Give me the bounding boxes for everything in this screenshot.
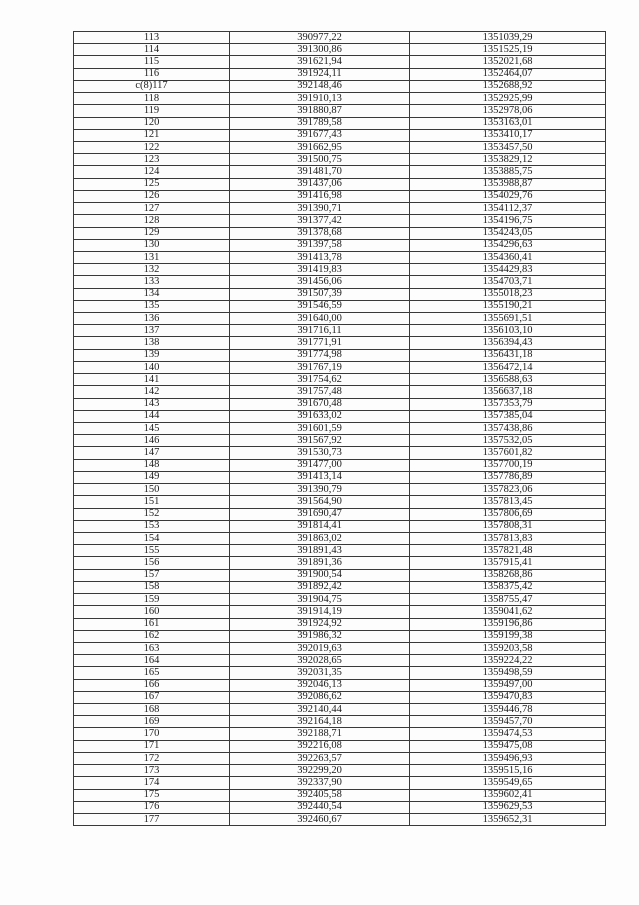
point-number-cell: 143: [74, 398, 230, 410]
y-coordinate-cell: 1358375,42: [410, 581, 606, 593]
table-row: [74, 594, 606, 606]
x-coordinate-cell: 392188,71: [230, 728, 410, 740]
y-coordinate-cell: 1357786,89: [410, 471, 606, 483]
x-coordinate-cell: 392164,18: [230, 716, 410, 728]
point-number-cell: 162: [74, 630, 230, 642]
point-number-cell: 152: [74, 508, 230, 520]
y-coordinate-cell: 1354196,75: [410, 215, 606, 227]
x-coordinate-cell: 392337,90: [230, 777, 410, 789]
table-row: [74, 374, 606, 386]
y-coordinate-cell: 1355018,23: [410, 288, 606, 300]
x-coordinate-cell: 391904,75: [230, 594, 410, 606]
y-coordinate-cell: 1357532,05: [410, 435, 606, 447]
table-row: [74, 814, 606, 826]
y-coordinate-cell: 1359041,62: [410, 606, 606, 618]
coordinates-table: [73, 31, 606, 826]
point-number-cell: 125: [74, 178, 230, 190]
point-number-cell: 133: [74, 276, 230, 288]
x-coordinate-cell: 391567,92: [230, 435, 410, 447]
y-coordinate-cell: 1352978,06: [410, 105, 606, 117]
y-coordinate-cell: 1353163,01: [410, 117, 606, 129]
y-coordinate-cell: 1354429,83: [410, 264, 606, 276]
table-row: [74, 484, 606, 496]
x-coordinate-cell: 392046,13: [230, 679, 410, 691]
table-row: [74, 606, 606, 618]
x-coordinate-cell: 392216,08: [230, 740, 410, 752]
point-number-cell: 114: [74, 44, 230, 56]
y-coordinate-cell: 1358755,47: [410, 594, 606, 606]
table-row: [74, 93, 606, 105]
point-number-cell: 145: [74, 423, 230, 435]
x-coordinate-cell: 391910,13: [230, 93, 410, 105]
point-number-cell: 169: [74, 716, 230, 728]
x-coordinate-cell: 391986,32: [230, 630, 410, 642]
point-number-cell: 164: [74, 655, 230, 667]
point-number-cell: 115: [74, 56, 230, 68]
x-coordinate-cell: 391891,36: [230, 557, 410, 569]
y-coordinate-cell: 1359497,00: [410, 679, 606, 691]
table-row: [74, 435, 606, 447]
point-number-cell: 148: [74, 459, 230, 471]
y-coordinate-cell: 1359498,59: [410, 667, 606, 679]
y-coordinate-cell: 1354360,41: [410, 251, 606, 263]
y-coordinate-cell: 1357700,19: [410, 459, 606, 471]
point-number-cell: 154: [74, 532, 230, 544]
point-number-cell: 173: [74, 765, 230, 777]
point-number-cell: 146: [74, 435, 230, 447]
y-coordinate-cell: 1357821,48: [410, 545, 606, 557]
point-number-cell: 130: [74, 239, 230, 251]
x-coordinate-cell: 391892,42: [230, 581, 410, 593]
y-coordinate-cell: 1356588,63: [410, 374, 606, 386]
table-row: [74, 447, 606, 459]
point-number-cell: 160: [74, 606, 230, 618]
table-row: [74, 667, 606, 679]
x-coordinate-cell: 391774,98: [230, 349, 410, 361]
y-coordinate-cell: 1359457,70: [410, 716, 606, 728]
y-coordinate-cell: 1357915,41: [410, 557, 606, 569]
y-coordinate-cell: 1359470,83: [410, 691, 606, 703]
table-row: [74, 398, 606, 410]
table-row: [74, 129, 606, 141]
point-number-cell: 163: [74, 642, 230, 654]
point-number-cell: 138: [74, 337, 230, 349]
table-row: [74, 251, 606, 263]
table-row: [74, 459, 606, 471]
point-number-cell: 139: [74, 349, 230, 361]
point-number-cell: 141: [74, 374, 230, 386]
table-row: [74, 141, 606, 153]
x-coordinate-cell: 392028,65: [230, 655, 410, 667]
y-coordinate-cell: 1354112,37: [410, 203, 606, 215]
table-row: [74, 288, 606, 300]
x-coordinate-cell: 391754,62: [230, 374, 410, 386]
table-row: [74, 728, 606, 740]
x-coordinate-cell: 391300,86: [230, 44, 410, 56]
point-number-cell: 113: [74, 32, 230, 44]
table-row: [74, 777, 606, 789]
x-coordinate-cell: 391814,41: [230, 520, 410, 532]
point-number-cell: 147: [74, 447, 230, 459]
y-coordinate-cell: 1353988,87: [410, 178, 606, 190]
y-coordinate-cell: 1354296,63: [410, 239, 606, 251]
point-number-cell: 171: [74, 740, 230, 752]
x-coordinate-cell: 391416,98: [230, 190, 410, 202]
y-coordinate-cell: 1352021,68: [410, 56, 606, 68]
x-coordinate-cell: 392405,58: [230, 789, 410, 801]
table-row: [74, 300, 606, 312]
table-row: [74, 56, 606, 68]
table-row: [74, 154, 606, 166]
x-coordinate-cell: 391863,02: [230, 532, 410, 544]
x-coordinate-cell: 392019,63: [230, 642, 410, 654]
x-coordinate-cell: 391670,48: [230, 398, 410, 410]
table-row: [74, 569, 606, 581]
point-number-cell: 176: [74, 801, 230, 813]
table-row: [74, 80, 606, 92]
point-number-cell: 175: [74, 789, 230, 801]
point-number-cell: 134: [74, 288, 230, 300]
x-coordinate-cell: 392140,44: [230, 704, 410, 716]
y-coordinate-cell: 1355190,21: [410, 300, 606, 312]
x-coordinate-cell: 392148,46: [230, 80, 410, 92]
x-coordinate-cell: 391601,59: [230, 423, 410, 435]
x-coordinate-cell: 391413,78: [230, 251, 410, 263]
y-coordinate-cell: 1358268,86: [410, 569, 606, 581]
y-coordinate-cell: 1359515,16: [410, 765, 606, 777]
y-coordinate-cell: 1353829,12: [410, 154, 606, 166]
table-row: [74, 215, 606, 227]
point-number-cell: 165: [74, 667, 230, 679]
table-row: [74, 117, 606, 129]
x-coordinate-cell: 391690,47: [230, 508, 410, 520]
x-coordinate-cell: 391924,11: [230, 68, 410, 80]
x-coordinate-cell: 392263,57: [230, 752, 410, 764]
y-coordinate-cell: 1357813,45: [410, 496, 606, 508]
y-coordinate-cell: 1357438,86: [410, 423, 606, 435]
x-coordinate-cell: 391771,91: [230, 337, 410, 349]
y-coordinate-cell: 1359224,22: [410, 655, 606, 667]
table-row: [74, 740, 606, 752]
table-row: [74, 618, 606, 630]
x-coordinate-cell: 391390,79: [230, 484, 410, 496]
y-coordinate-cell: 1359652,31: [410, 814, 606, 826]
x-coordinate-cell: 392031,35: [230, 667, 410, 679]
table-row: [74, 361, 606, 373]
point-number-cell: 136: [74, 313, 230, 325]
x-coordinate-cell: 391507,39: [230, 288, 410, 300]
table-row: [74, 496, 606, 508]
point-number-cell: 124: [74, 166, 230, 178]
point-number-cell: 174: [74, 777, 230, 789]
point-number-cell: 166: [74, 679, 230, 691]
y-coordinate-cell: 1355691,51: [410, 313, 606, 325]
x-coordinate-cell: 392086,62: [230, 691, 410, 703]
y-coordinate-cell: 1356472,14: [410, 361, 606, 373]
table-row: [74, 508, 606, 520]
y-coordinate-cell: 1359475,08: [410, 740, 606, 752]
table-row: [74, 423, 606, 435]
point-number-cell: 126: [74, 190, 230, 202]
point-number-cell: 135: [74, 300, 230, 312]
point-number-cell: 157: [74, 569, 230, 581]
point-number-cell: 170: [74, 728, 230, 740]
x-coordinate-cell: 391477,00: [230, 459, 410, 471]
y-coordinate-cell: 1356394,43: [410, 337, 606, 349]
x-coordinate-cell: 391891,43: [230, 545, 410, 557]
x-coordinate-cell: 390977,22: [230, 32, 410, 44]
table-row: [74, 68, 606, 80]
y-coordinate-cell: 1354703,71: [410, 276, 606, 288]
table-row: [74, 557, 606, 569]
y-coordinate-cell: 1359203,58: [410, 642, 606, 654]
y-coordinate-cell: 1356103,10: [410, 325, 606, 337]
y-coordinate-cell: 1351039,29: [410, 32, 606, 44]
point-number-cell: 159: [74, 594, 230, 606]
table-row: [74, 704, 606, 716]
table-row: [74, 325, 606, 337]
y-coordinate-cell: 1352688,92: [410, 80, 606, 92]
x-coordinate-cell: 391900,54: [230, 569, 410, 581]
x-coordinate-cell: 392440,54: [230, 801, 410, 813]
point-number-cell: 177: [74, 814, 230, 826]
point-number-cell: 120: [74, 117, 230, 129]
point-number-cell: 142: [74, 386, 230, 398]
x-coordinate-cell: 391767,19: [230, 361, 410, 373]
y-coordinate-cell: 1352464,07: [410, 68, 606, 80]
x-coordinate-cell: 391716,11: [230, 325, 410, 337]
y-coordinate-cell: 1357385,04: [410, 410, 606, 422]
table-row: [74, 44, 606, 56]
x-coordinate-cell: 391789,58: [230, 117, 410, 129]
point-number-cell: 161: [74, 618, 230, 630]
x-coordinate-cell: 391500,75: [230, 154, 410, 166]
x-coordinate-cell: 391662,95: [230, 141, 410, 153]
table-row: [74, 105, 606, 117]
coordinates-table-body: [74, 32, 606, 826]
x-coordinate-cell: 392460,67: [230, 814, 410, 826]
y-coordinate-cell: 1359496,93: [410, 752, 606, 764]
y-coordinate-cell: 1357601,82: [410, 447, 606, 459]
table-row: [74, 630, 606, 642]
point-number-cell: 128: [74, 215, 230, 227]
point-number-cell: 129: [74, 227, 230, 239]
x-coordinate-cell: 391456,06: [230, 276, 410, 288]
point-number-cell: c(8)117: [74, 80, 230, 92]
y-coordinate-cell: 1359474,53: [410, 728, 606, 740]
point-number-cell: 116: [74, 68, 230, 80]
point-number-cell: 168: [74, 704, 230, 716]
point-number-cell: 140: [74, 361, 230, 373]
table-row: [74, 203, 606, 215]
table-row: [74, 789, 606, 801]
point-number-cell: 121: [74, 129, 230, 141]
table-row: [74, 679, 606, 691]
y-coordinate-cell: 1352925,99: [410, 93, 606, 105]
y-coordinate-cell: 1357808,31: [410, 520, 606, 532]
table-row: [74, 227, 606, 239]
x-coordinate-cell: 391530,73: [230, 447, 410, 459]
x-coordinate-cell: 391546,59: [230, 300, 410, 312]
x-coordinate-cell: 391397,58: [230, 239, 410, 251]
table-row: [74, 349, 606, 361]
y-coordinate-cell: 1353457,50: [410, 141, 606, 153]
point-number-cell: 149: [74, 471, 230, 483]
table-row: [74, 337, 606, 349]
y-coordinate-cell: 1354243,05: [410, 227, 606, 239]
x-coordinate-cell: 391377,42: [230, 215, 410, 227]
point-number-cell: 118: [74, 93, 230, 105]
point-number-cell: 132: [74, 264, 230, 276]
table-row: [74, 313, 606, 325]
table-row: [74, 716, 606, 728]
x-coordinate-cell: 391564,90: [230, 496, 410, 508]
point-number-cell: 153: [74, 520, 230, 532]
point-number-cell: 156: [74, 557, 230, 569]
y-coordinate-cell: 1354029,76: [410, 190, 606, 202]
point-number-cell: 150: [74, 484, 230, 496]
x-coordinate-cell: 391633,02: [230, 410, 410, 422]
table-row: [74, 581, 606, 593]
y-coordinate-cell: 1357353,79: [410, 398, 606, 410]
point-number-cell: 155: [74, 545, 230, 557]
table-row: [74, 386, 606, 398]
y-coordinate-cell: 1359629,53: [410, 801, 606, 813]
x-coordinate-cell: 391621,94: [230, 56, 410, 68]
y-coordinate-cell: 1359446,78: [410, 704, 606, 716]
point-number-cell: 151: [74, 496, 230, 508]
point-number-cell: 131: [74, 251, 230, 263]
y-coordinate-cell: 1357823,06: [410, 484, 606, 496]
point-number-cell: 144: [74, 410, 230, 422]
y-coordinate-cell: 1359196,86: [410, 618, 606, 630]
table-row: [74, 264, 606, 276]
table-row: [74, 691, 606, 703]
table-row: [74, 752, 606, 764]
table-row: [74, 801, 606, 813]
point-number-cell: 172: [74, 752, 230, 764]
x-coordinate-cell: 391390,71: [230, 203, 410, 215]
table-row: [74, 178, 606, 190]
y-coordinate-cell: 1353410,17: [410, 129, 606, 141]
table-row: [74, 190, 606, 202]
y-coordinate-cell: 1357806,69: [410, 508, 606, 520]
x-coordinate-cell: 391437,06: [230, 178, 410, 190]
point-number-cell: 158: [74, 581, 230, 593]
y-coordinate-cell: 1359602,41: [410, 789, 606, 801]
table-row: [74, 32, 606, 44]
point-number-cell: 119: [74, 105, 230, 117]
x-coordinate-cell: 391413,14: [230, 471, 410, 483]
table-row: [74, 655, 606, 667]
point-number-cell: 137: [74, 325, 230, 337]
table-row: [74, 166, 606, 178]
x-coordinate-cell: 392299,20: [230, 765, 410, 777]
y-coordinate-cell: 1351525,19: [410, 44, 606, 56]
y-coordinate-cell: 1359549,65: [410, 777, 606, 789]
table-row: [74, 545, 606, 557]
y-coordinate-cell: 1357813,83: [410, 532, 606, 544]
table-row: [74, 642, 606, 654]
table-row: [74, 765, 606, 777]
table-row: [74, 532, 606, 544]
table-row: [74, 276, 606, 288]
x-coordinate-cell: 391640,00: [230, 313, 410, 325]
table-row: [74, 471, 606, 483]
y-coordinate-cell: 1359199,38: [410, 630, 606, 642]
y-coordinate-cell: 1356637,18: [410, 386, 606, 398]
point-number-cell: 127: [74, 203, 230, 215]
point-number-cell: 122: [74, 141, 230, 153]
y-coordinate-cell: 1353885,75: [410, 166, 606, 178]
x-coordinate-cell: 391419,83: [230, 264, 410, 276]
point-number-cell: 167: [74, 691, 230, 703]
x-coordinate-cell: 391481,70: [230, 166, 410, 178]
table-row: [74, 520, 606, 532]
x-coordinate-cell: 391378,68: [230, 227, 410, 239]
y-coordinate-cell: 1356431,18: [410, 349, 606, 361]
x-coordinate-cell: 391914,19: [230, 606, 410, 618]
table-row: [74, 410, 606, 422]
x-coordinate-cell: 391924,92: [230, 618, 410, 630]
x-coordinate-cell: 391757,48: [230, 386, 410, 398]
point-number-cell: 123: [74, 154, 230, 166]
table-row: [74, 239, 606, 251]
x-coordinate-cell: 391880,87: [230, 105, 410, 117]
x-coordinate-cell: 391677,43: [230, 129, 410, 141]
